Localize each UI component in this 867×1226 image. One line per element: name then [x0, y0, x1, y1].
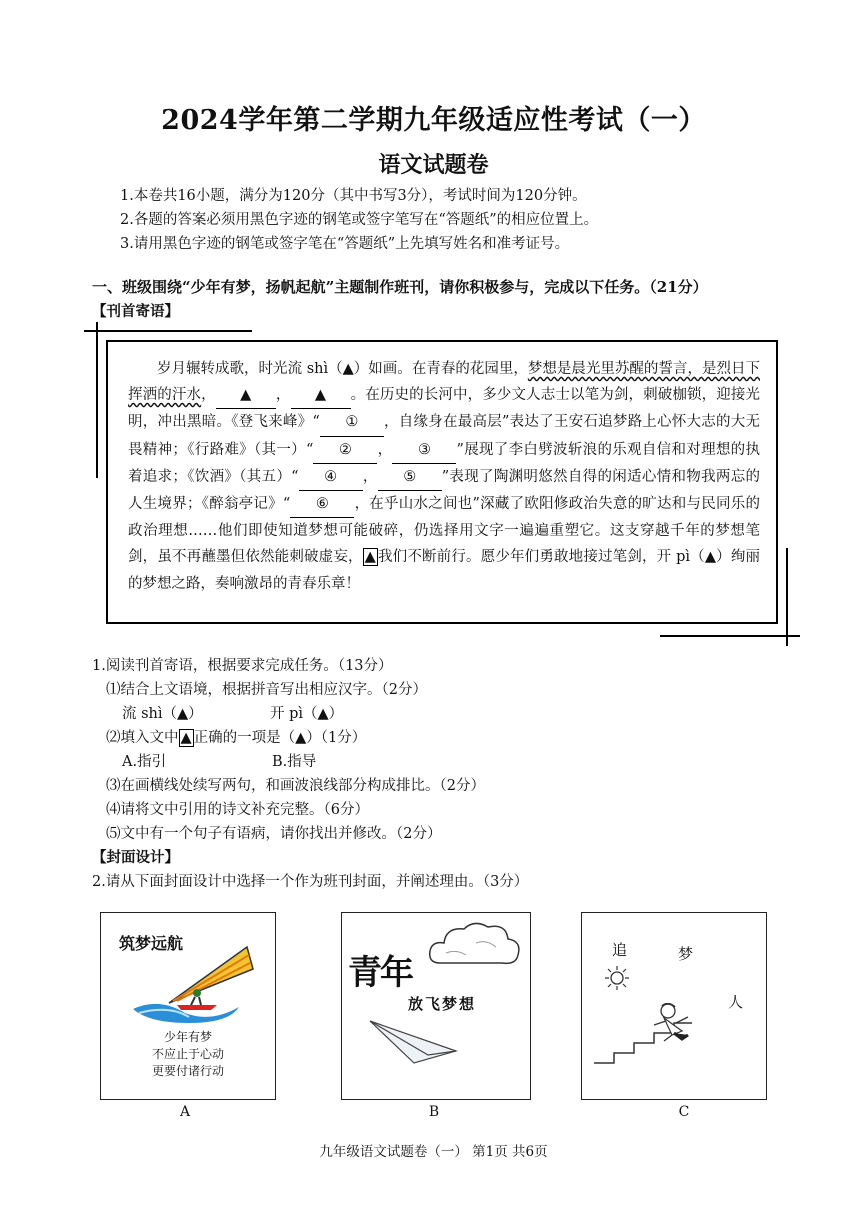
question-1-4: ⑷请将文中引用的诗文补充完整。（6分） — [106, 802, 369, 818]
cover-c-char-3: 人 — [728, 993, 744, 1011]
frame-line-left — [96, 322, 98, 478]
blank-5: ⑤ — [378, 464, 442, 491]
cover-b — [341, 912, 531, 1100]
windsurfer-illustration — [129, 943, 259, 1025]
question-1-2: ⑵填入文中 ▲ 正确的一项是（▲）（1分） — [106, 730, 367, 746]
question-2: 2.请从下面封面设计中选择一个作为班刊封面，并阐述理由。（3分） — [92, 874, 529, 890]
paper-plane-icon — [368, 1017, 458, 1065]
boxed-blank-mark: ▲ — [364, 549, 376, 566]
section1-heading: 一、班级围绕“少年有梦，扬帆起航”主题制作班刊，请你积极参与，完成以下任务。（21分） — [92, 278, 708, 296]
boxed-mark: ▲ — [180, 730, 192, 746]
tag-cover: 【封面设计】 — [92, 849, 179, 866]
question-1-5: ⑸文中有一个句子有语病，请你找出并修改。（2分） — [106, 826, 442, 842]
blank-2: ② — [313, 437, 377, 464]
blank-underline-2: ▲ — [291, 382, 351, 409]
foreword-text: 岁月辗转成歌，时光流 shì（▲）如画。在青春的花园里，梦想是晨光里苏醒的誓言，是烈日下挥洒的汗水， ▲ ， ▲ 。在历史的长河中，多少文人志士以笔为剑，刺破枷锁，迎接光明，冲出黑暗。《登飞来峰》“ ① ，自缘身在最高层”表达了王安石追梦路上心怀大志的大无畏精神；《行路难》（其一）“ ② ， ③ ”展现了李白劈波斩浪的乐观自信和对理想的执着追求；《饮酒》（其五）“ ④ ， ⑤ ”表现了陶渊明悠然自得的闲适心情和物我两忘的人生境界；《醉翁亭记》“ ⑥ ，在乎山水之间也”深藏了欧阳修政治失意的旷达和与民同乐的政治理想……他们即使知道梦想可能破碎，仍选择用文字一遍遍重塑它。这支穿越千年的梦想笔剑，虽不再蘸墨但依然能刺破虚妄， ▲ 我们不断前行。愿少年们勇敢地接过笔剑，开 pì（▲）绚丽的梦想之路，奏响激昂的青春乐章！ — [128, 361, 760, 592]
running-boy-stairs-illustration — [592, 1003, 722, 1065]
blank-4: ④ — [299, 464, 363, 491]
sun-icon — [604, 965, 630, 991]
pinyin-b: 开 pì（▲） — [270, 706, 344, 722]
frame-line-right — [786, 548, 788, 646]
question-1: 1.阅读刊首寄语，根据要求完成任务。（13分） — [92, 658, 393, 674]
cover-a — [100, 912, 276, 1100]
blank-1: ① — [320, 409, 384, 436]
cloud-icon — [426, 919, 524, 971]
exam-notes — [120, 184, 598, 256]
cover-c-char-1: 追 — [612, 941, 628, 959]
cover-c — [581, 912, 767, 1100]
page-footer: 九年级语文试题卷（一） 第1页 共6页 — [319, 1144, 548, 1160]
wavy-line-text: 梦想是晨光里苏醒的誓言，是烈日下挥洒的汗水 — [128, 361, 760, 404]
blank-6: ⑥ — [290, 491, 354, 518]
cover-c-char-2: 梦 — [678, 945, 694, 963]
option-b: B.指导 — [272, 754, 317, 770]
cover-a-title: 筑梦远航 — [119, 934, 184, 953]
frame-line-top — [84, 330, 252, 332]
cover-label-c: C — [678, 1104, 690, 1120]
tag-foreword: 【刊首寄语】 — [92, 303, 179, 320]
cover-b-title: 青年 — [348, 953, 412, 993]
question-1-3: ⑶在画横线处续写两句，和画波浪线部分构成排比。（2分） — [106, 778, 485, 794]
note-3: 3.请用黑色字迹的钢笔或签字笔在“答题纸”上先填写姓名和准考证号。 — [120, 236, 570, 252]
frame-line-bottom — [660, 635, 800, 637]
exam-subtitle: 语文试题卷 — [378, 152, 489, 178]
exam-title: 2024学年第二学期九年级适应性考试（一） — [161, 105, 706, 136]
option-a: A.指引 — [122, 754, 167, 770]
pinyin-a: 流 shì（▲） — [122, 706, 203, 722]
cover-label-b: B — [428, 1104, 440, 1120]
cover-label-a: A — [179, 1104, 191, 1120]
cover-b-subtitle: 放飞梦想 — [408, 995, 477, 1013]
blank-underline-1: ▲ — [216, 382, 276, 409]
note-2: 2.各题的答案必须用黑色字迹的钢笔或签字笔写在“答题纸”的相应位置上。 — [120, 212, 599, 228]
question-1-1: ⑴结合上文语境，根据拼音写出相应汉字。（2分） — [106, 682, 427, 698]
blank-3: ③ — [392, 437, 456, 464]
cover-a-slogan: 少年有梦 不应止于心动 更要付诸行动 — [151, 1030, 224, 1078]
note-1: 1.本卷共16小题，满分为120分（其中书写3分），考试时间为120分钟。 — [120, 188, 587, 204]
